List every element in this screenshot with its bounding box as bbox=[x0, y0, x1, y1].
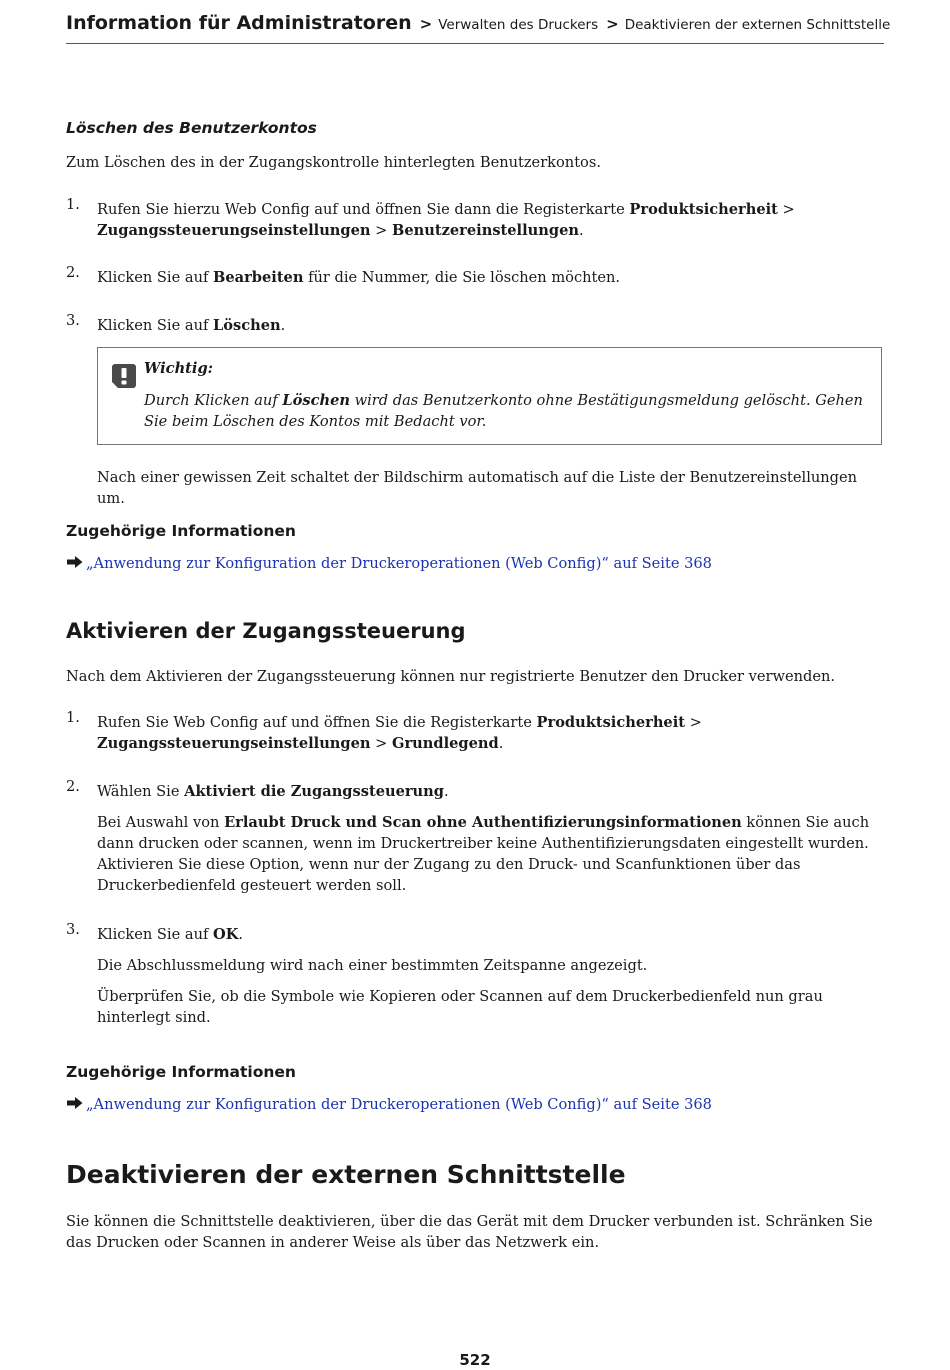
step-number: 1. bbox=[66, 709, 80, 726]
web-config-link[interactable]: „Anwendung zur Konfiguration der Druckeroperationen (Web Config)“ auf Seite 368 bbox=[86, 1096, 712, 1113]
step-number: 3. bbox=[66, 921, 80, 938]
related-info-heading: Zugehörige Informationen bbox=[66, 522, 296, 540]
list-item: 3. Klicken Sie auf Löschen. bbox=[66, 312, 286, 334]
paragraph: Zum Löschen des in der Zugangskontrolle hinterlegten Benutzerkontos. bbox=[66, 154, 601, 171]
page-header bbox=[66, 12, 891, 44]
note-body: Durch Klicken auf Löschen wird das Benutzerkonto ohne Bestätigungsmeldung gelöscht. Gehen Sie beim Löschen des Kontos mit Bedacht vor. bbox=[144, 392, 863, 430]
paragraph: Sie können die Schnittstelle deaktivieren, über die das Gerät mit dem Drucker verbunden ist. Schränken Sie das Drucken oder Scannen in anderer Weise als über das Netzwerk ein. bbox=[66, 1213, 873, 1251]
list-item: 1. Rufen Sie hierzu Web Config auf und öffnen Sie dann die Registerkarte Produktsicherheit > Zugangssteuerungseinstellungen > Benutzereinstellungen. bbox=[66, 196, 795, 239]
paragraph: Nach einer gewissen Zeit schaltet der Bildschirm automatisch auf die Liste der Benutzereinstellungen um. bbox=[97, 469, 858, 507]
list-item: 2. Klicken Sie auf Bearbeiten für die Nummer, die Sie löschen möchten. bbox=[66, 264, 621, 286]
related-info-heading: Zugehörige Informationen bbox=[66, 1063, 296, 1081]
arrow-right-icon bbox=[66, 555, 84, 569]
warning-icon bbox=[112, 364, 136, 388]
important-note-box bbox=[97, 347, 882, 445]
paragraph: Nach dem Aktivieren der Zugangssteuerung können nur registrierte Benutzer den Drucker verwenden. bbox=[66, 668, 836, 685]
list-item: 2. Wählen Sie Aktiviert die Zugangssteuerung. Bei Auswahl von Erlaubt Druck und Scan ohne Authentifizierungsinformationen können Sie auch dann drucken oder scannen, wenn im Druckertreiber keine Authentifizierungsdaten eingestellt wurden. Aktivieren Sie diese Option, wenn nur der Zugang zu den Druck- und Scanfunktionen über das Druckerbedienfeld gesteuert werden soll. bbox=[66, 778, 870, 894]
related-link-row bbox=[66, 1094, 712, 1115]
breadcrumb-item: Verwalten des Druckers bbox=[438, 17, 599, 33]
note-title: Wichtig: bbox=[144, 360, 214, 377]
section-heading-activate: Aktivieren der Zugangssteuerung bbox=[66, 619, 466, 643]
page-number: 522 bbox=[459, 1351, 491, 1369]
step-number: 3. bbox=[66, 312, 80, 329]
header-title: Information für Administratoren bbox=[66, 12, 412, 34]
section-heading-delete-account: Löschen des Benutzerkontos bbox=[66, 119, 317, 137]
step-number: 2. bbox=[66, 264, 80, 281]
list-item: 3. Klicken Sie auf OK. Die Abschlussmeldung wird nach einer bestimmten Zeitspanne angezeigt. Überprüfen Sie, ob die Symbole wie Kopieren oder Scannen auf dem Druckerbedienfeld nun grau hinterlegt sind. bbox=[66, 921, 823, 1026]
breadcrumb-separator: > bbox=[606, 15, 619, 33]
breadcrumb-item: Deaktivieren der externen Schnittstelle bbox=[624, 17, 891, 33]
web-config-link[interactable]: „Anwendung zur Konfiguration der Druckeroperationen (Web Config)“ auf Seite 368 bbox=[86, 555, 712, 572]
step-number: 2. bbox=[66, 778, 80, 795]
step-number: 1. bbox=[66, 196, 80, 213]
list-item: 1. Rufen Sie Web Config auf und öffnen Sie die Registerkarte Produktsicherheit > Zugangssteuerungseinstellungen > Grundlegend. bbox=[66, 709, 702, 752]
arrow-right-icon bbox=[66, 1096, 84, 1110]
section-heading-deactivate: Deaktivieren der externen Schnittstelle bbox=[66, 1160, 626, 1189]
breadcrumb-separator: > bbox=[419, 15, 433, 33]
related-link-row bbox=[66, 553, 712, 574]
